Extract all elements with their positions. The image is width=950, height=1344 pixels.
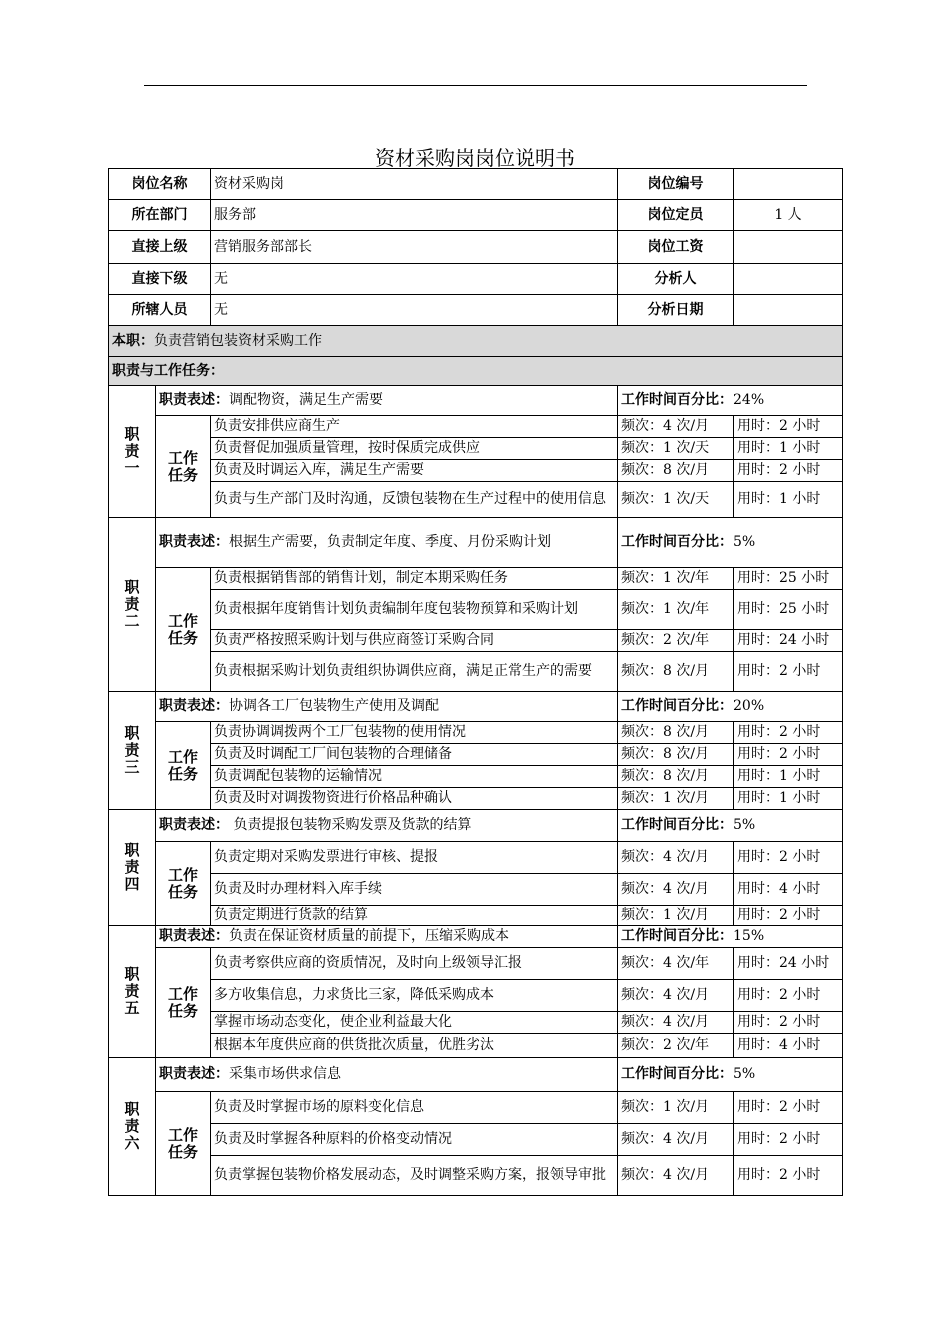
pct-label: 工作时间百分比： <box>621 928 733 944</box>
field-label: 分析人 <box>618 264 734 295</box>
field-label: 岗位工资 <box>618 231 734 264</box>
task-row <box>109 906 843 926</box>
field-label: 所辖人员 <box>109 295 211 326</box>
task-frequency: 频次：8 次/月 <box>618 722 734 744</box>
task-frequency: 频次：1 次/天 <box>618 438 734 460</box>
task-frequency: 频次：4 次/月 <box>618 1124 734 1156</box>
task-row <box>109 788 843 810</box>
task-row <box>109 1092 843 1124</box>
task-label-text: 工作任务 <box>167 611 198 647</box>
task-frequency: 频次：8 次/月 <box>618 652 734 692</box>
header-row <box>109 264 843 295</box>
task-row <box>109 948 843 980</box>
field-value <box>734 169 843 200</box>
time-percent <box>618 810 843 842</box>
task-text: 负责协调调拨两个工厂包装物的使用情况 <box>211 722 618 744</box>
task-time: 用时：2 小时 <box>734 1156 843 1196</box>
task-frequency: 频次：4 次/年 <box>618 948 734 980</box>
responsibility-desc-row <box>109 810 843 842</box>
header-row <box>109 295 843 326</box>
header-rule <box>144 85 807 86</box>
responsibility-desc <box>156 692 618 722</box>
desc-label: 职责表述： <box>159 698 229 714</box>
task-time: 用时：24 小时 <box>734 630 843 652</box>
task-label-text: 工作任务 <box>167 984 198 1020</box>
task-text: 负责与生产部门及时沟通，反馈包装物在生产过程中的使用信息 <box>211 482 618 518</box>
task-row <box>109 630 843 652</box>
task-time: 用时：2 小时 <box>734 842 843 874</box>
task-label <box>156 568 211 692</box>
field-value: 营销服务部部长 <box>211 231 618 264</box>
task-row <box>109 590 843 630</box>
task-frequency: 频次：1 次/月 <box>618 788 734 810</box>
field-label: 直接上级 <box>109 231 211 264</box>
task-label-text: 工作任务 <box>167 1125 198 1161</box>
task-text: 负责及时调运入库，满足生产需要 <box>211 460 618 482</box>
header-row <box>109 231 843 264</box>
field-label: 所在部门 <box>109 200 211 231</box>
field-value: 服务部 <box>211 200 618 231</box>
responsibility-label-char: 职 <box>124 724 140 742</box>
responsibility-desc-row <box>109 518 843 568</box>
desc-text: 采集市场供求信息 <box>229 1066 341 1082</box>
task-row <box>109 722 843 744</box>
task-row <box>109 1012 843 1034</box>
pct-value: 5% <box>733 534 756 550</box>
pct-label: 工作时间百分比： <box>621 534 733 550</box>
responsibility-label-char: 职 <box>124 965 140 983</box>
task-text: 负责及时掌握市场的原料变化信息 <box>211 1092 618 1124</box>
responsibility-label-char: 一 <box>124 459 140 477</box>
task-frequency: 频次：4 次/月 <box>618 1012 734 1034</box>
task-time: 用时：2 小时 <box>734 722 843 744</box>
responsibility-label-char: 二 <box>124 612 140 630</box>
task-time: 用时：2 小时 <box>734 1092 843 1124</box>
field-value: 无 <box>211 264 618 295</box>
time-percent <box>618 926 843 948</box>
task-label-text: 工作任务 <box>167 747 198 783</box>
task-label-text: 工作任务 <box>167 448 198 484</box>
task-time: 用时：2 小时 <box>734 980 843 1012</box>
responsibility-label-char: 三 <box>124 758 140 776</box>
task-row <box>109 1034 843 1058</box>
field-label: 分析日期 <box>618 295 734 326</box>
task-row <box>109 744 843 766</box>
job-description-table <box>108 168 843 1196</box>
task-time: 用时：1 小时 <box>734 766 843 788</box>
task-frequency: 频次：8 次/月 <box>618 766 734 788</box>
duty-text: 负责营销包装资材采购工作 <box>154 332 322 349</box>
task-row <box>109 652 843 692</box>
pct-label: 工作时间百分比： <box>621 698 733 714</box>
task-label-text: 工作任务 <box>167 865 198 901</box>
field-label: 岗位定员 <box>618 200 734 231</box>
task-row <box>109 568 843 590</box>
task-label <box>156 722 211 810</box>
task-frequency: 频次：1 次/年 <box>618 590 734 630</box>
task-frequency: 频次：4 次/月 <box>618 874 734 906</box>
task-time: 用时：2 小时 <box>734 744 843 766</box>
task-frequency: 频次：1 次/年 <box>618 568 734 590</box>
task-time: 用时：4 小时 <box>734 1034 843 1058</box>
field-value: 无 <box>211 295 618 326</box>
responsibility-label-char: 职 <box>124 425 140 443</box>
task-text: 负责根据年度销售计划负责编制年度包装物预算和采购计划 <box>211 590 618 630</box>
task-row <box>109 980 843 1012</box>
duty-cell <box>109 326 843 357</box>
responsibility-label-char: 五 <box>124 999 140 1017</box>
responsibility-desc <box>156 1058 618 1092</box>
responsibility-label <box>109 386 156 518</box>
desc-text: 协调各工厂包装物生产使用及调配 <box>229 698 439 714</box>
section-row <box>109 357 843 386</box>
responsibility-label-char: 责 <box>124 982 140 1000</box>
time-percent <box>618 692 843 722</box>
desc-text: 调配物资，满足生产需要 <box>229 392 383 408</box>
responsibility-label <box>109 518 156 692</box>
desc-text: 负责在保证资材质量的前提下，压缩采购成本 <box>229 928 509 944</box>
pct-label: 工作时间百分比： <box>621 1066 733 1082</box>
field-value: 资材采购岗 <box>211 169 618 200</box>
responsibility-label-char: 六 <box>124 1134 140 1152</box>
responsibility-label <box>109 692 156 810</box>
task-frequency: 频次：4 次/月 <box>618 980 734 1012</box>
responsibility-label-char: 责 <box>124 595 140 613</box>
pct-label: 工作时间百分比： <box>621 817 733 833</box>
responsibility-desc-row <box>109 1058 843 1092</box>
responsibility-label-char: 职 <box>124 578 140 596</box>
time-percent <box>618 518 843 568</box>
responsibility-label-char: 四 <box>124 875 140 893</box>
responsibility-desc <box>156 518 618 568</box>
field-value <box>734 295 843 326</box>
task-time: 用时：25 小时 <box>734 590 843 630</box>
time-percent <box>618 386 843 416</box>
responsibility-label-char: 职 <box>124 1100 140 1118</box>
duty-label: 本职： <box>112 332 154 349</box>
desc-label: 职责表述： <box>159 928 229 944</box>
task-frequency: 频次：8 次/月 <box>618 460 734 482</box>
responsibility-label-char: 职 <box>124 841 140 859</box>
pct-value: 5% <box>733 1066 756 1082</box>
task-row <box>109 438 843 460</box>
task-row <box>109 1156 843 1196</box>
desc-label: 职责表述： <box>159 392 229 408</box>
responsibility-label-char: 责 <box>124 1117 140 1135</box>
header-row <box>109 169 843 200</box>
header-row <box>109 200 843 231</box>
responsibility-desc <box>156 386 618 416</box>
task-text: 负责安排供应商生产 <box>211 416 618 438</box>
task-text: 掌握市场动态变化，使企业利益最大化 <box>211 1012 618 1034</box>
task-text: 负责督促加强质量管理，按时保质完成供应 <box>211 438 618 460</box>
field-value <box>734 264 843 295</box>
responsibility-label-char: 责 <box>124 442 140 460</box>
desc-label: 职责表述： <box>159 817 229 833</box>
task-time: 用时：2 小时 <box>734 1124 843 1156</box>
task-time: 用时：4 小时 <box>734 874 843 906</box>
task-time: 用时：1 小时 <box>734 788 843 810</box>
task-frequency: 频次：4 次/月 <box>618 842 734 874</box>
task-label <box>156 416 211 518</box>
field-value: 1 人 <box>734 200 843 231</box>
task-frequency: 频次：8 次/月 <box>618 744 734 766</box>
page-title: 资材采购岗岗位说明书 <box>375 146 575 170</box>
task-text: 负责定期进行货款的结算 <box>211 906 618 926</box>
task-frequency: 频次：2 次/年 <box>618 1034 734 1058</box>
task-time: 用时：2 小时 <box>734 460 843 482</box>
task-frequency: 频次：2 次/年 <box>618 630 734 652</box>
responsibility-label-char: 责 <box>124 858 140 876</box>
pct-value: 15% <box>733 928 765 944</box>
field-value <box>734 231 843 264</box>
desc-label: 职责表述： <box>159 534 229 550</box>
task-time: 用时：2 小时 <box>734 906 843 926</box>
task-row <box>109 1124 843 1156</box>
pct-label: 工作时间百分比： <box>621 392 733 408</box>
task-frequency: 频次：4 次/月 <box>618 1156 734 1196</box>
task-row <box>109 874 843 906</box>
task-text: 负责及时掌握各种原料的价格变动情况 <box>211 1124 618 1156</box>
responsibility-label <box>109 926 156 1058</box>
task-time: 用时：2 小时 <box>734 416 843 438</box>
responsibility-desc-row <box>109 386 843 416</box>
responsibility-desc-row <box>109 926 843 948</box>
field-label: 岗位编号 <box>618 169 734 200</box>
responsibility-label-char: 责 <box>124 741 140 759</box>
task-text: 负责严格按照采购计划与供应商签订采购合同 <box>211 630 618 652</box>
task-text: 负责根据销售部的销售计划，制定本期采购任务 <box>211 568 618 590</box>
task-row <box>109 842 843 874</box>
task-text: 负责及时办理材料入库手续 <box>211 874 618 906</box>
task-row <box>109 482 843 518</box>
task-time: 用时：1 小时 <box>734 438 843 460</box>
task-text: 负责调配包装物的运输情况 <box>211 766 618 788</box>
task-label <box>156 948 211 1058</box>
field-label: 直接下级 <box>109 264 211 295</box>
time-percent <box>618 1058 843 1092</box>
task-text: 根据本年度供应商的供货批次质量，优胜劣汰 <box>211 1034 618 1058</box>
task-time: 用时：1 小时 <box>734 482 843 518</box>
responsibility-desc <box>156 926 618 948</box>
task-row <box>109 416 843 438</box>
task-frequency: 频次：1 次/月 <box>618 1092 734 1124</box>
task-text: 负责定期对采购发票进行审核、提报 <box>211 842 618 874</box>
task-frequency: 频次：1 次/天 <box>618 482 734 518</box>
field-label: 岗位名称 <box>109 169 211 200</box>
task-text: 负责掌握包装物价格发展动态，及时调整采购方案，报领导审批 <box>211 1156 618 1196</box>
task-time: 用时：2 小时 <box>734 1012 843 1034</box>
task-time: 用时：2 小时 <box>734 652 843 692</box>
pct-value: 24% <box>733 392 765 408</box>
task-label <box>156 842 211 926</box>
task-text: 负责及时对调拨物资进行价格品种确认 <box>211 788 618 810</box>
task-frequency: 频次：1 次/月 <box>618 906 734 926</box>
task-label <box>156 1092 211 1196</box>
responsibility-label <box>109 1058 156 1196</box>
task-text: 负责根据采购计划负责组织协调供应商，满足正常生产的需要 <box>211 652 618 692</box>
task-row <box>109 460 843 482</box>
task-frequency: 频次：4 次/月 <box>618 416 734 438</box>
pct-value: 20% <box>733 698 765 714</box>
desc-text: 根据生产需要，负责制定年度、季度、月份采购计划 <box>229 534 551 550</box>
responsibility-label <box>109 810 156 926</box>
task-row <box>109 766 843 788</box>
desc-text: 负责提报包装物采购发票及货款的结算 <box>229 817 472 833</box>
desc-label: 职责表述： <box>159 1066 229 1082</box>
task-text: 负责及时调配工厂间包装物的合理储备 <box>211 744 618 766</box>
task-text: 多方收集信息，力求货比三家，降低采购成本 <box>211 980 618 1012</box>
duty-row <box>109 326 843 357</box>
responsibility-desc <box>156 810 618 842</box>
task-text: 负责考察供应商的资质情况，及时向上级领导汇报 <box>211 948 618 980</box>
section-title: 职责与工作任务： <box>109 357 843 386</box>
responsibility-desc-row <box>109 692 843 722</box>
task-time: 用时：25 小时 <box>734 568 843 590</box>
task-time: 用时：24 小时 <box>734 948 843 980</box>
pct-value: 5% <box>733 817 756 833</box>
